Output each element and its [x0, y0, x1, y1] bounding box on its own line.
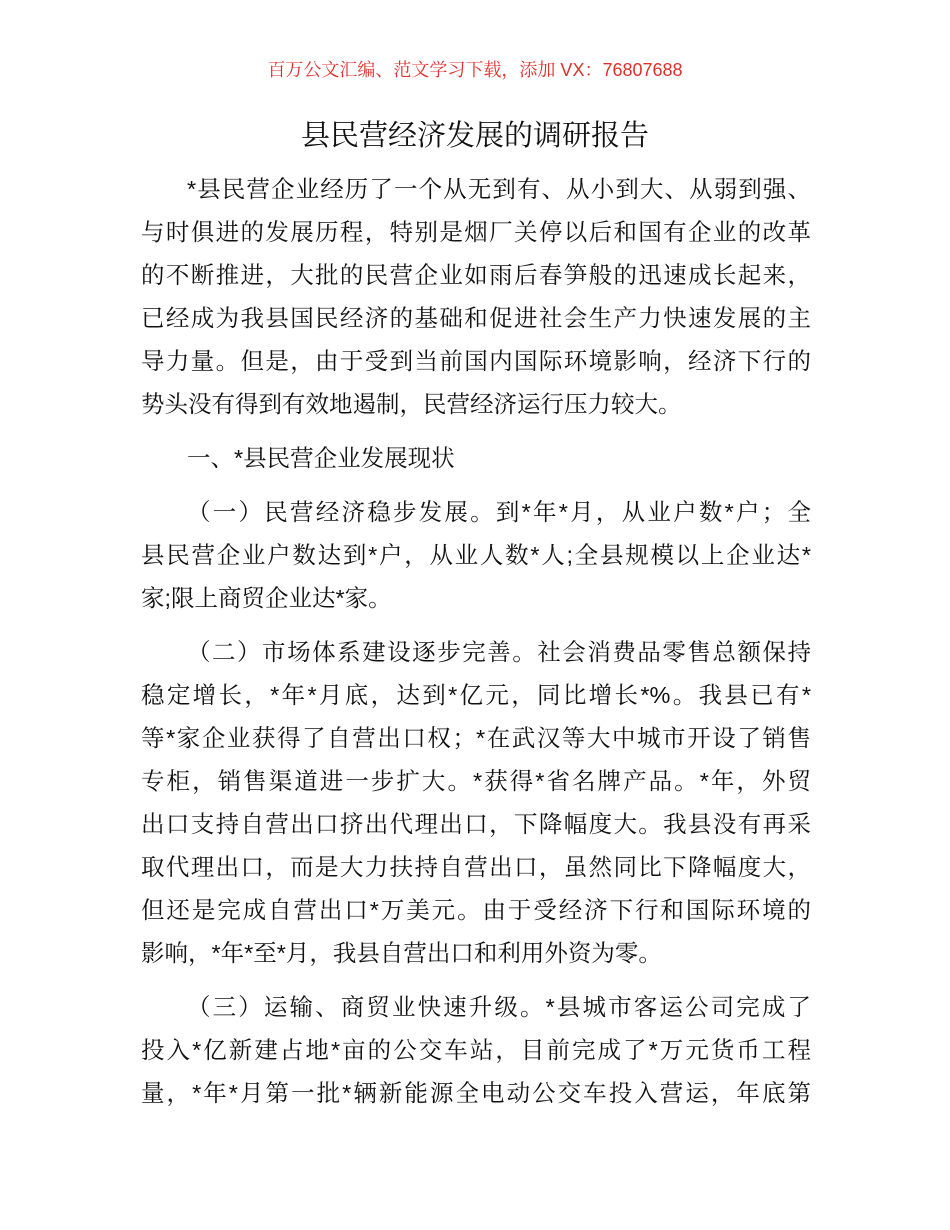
text-line: 量，*年*月第一批*辆新能源全电动公交车投入营运，年底第	[141, 1080, 811, 1106]
document-title: 县民营经济发展的调研报告	[300, 120, 649, 152]
paragraph-1	[141, 491, 811, 620]
text-line: 已经成为我县国民经济的基础和促进社会生产力快速发展的主	[141, 305, 811, 331]
text-line: *县民营企业经历了一个从无到有、从小到大、从弱到强、	[187, 176, 811, 202]
text-line: （三）运输、商贸业快速升级。*县城市客运公司完成了	[187, 994, 811, 1020]
text-line: 家;限上商贸企业达*家。	[141, 585, 392, 611]
text-line: 投入*亿新建占地*亩的公交车站，目前完成了*万元货币工程	[141, 1037, 811, 1063]
text-line: 县民营企业户数达到*户，从业人数*人;全县规模以上企业达*	[141, 542, 811, 568]
paragraph-3	[141, 986, 811, 1115]
text-line: 专柜，销售渠道进一步扩大。*获得*省名牌产品。*年，外贸	[141, 768, 811, 794]
text-line: 影响，*年*至*月，我县自营出口和利用外资为零。	[141, 940, 662, 966]
text-line: 导力量。但是，由于受到当前国内国际环境影响，经济下行的	[141, 348, 811, 374]
text-line: （二）市场体系建设逐步完善。社会消费品零售总额保持	[187, 639, 811, 665]
text-line: 但还是完成自营出口*万美元。由于受经济下行和国际环境的	[141, 897, 811, 923]
paragraph-2	[141, 631, 811, 975]
text-line: 出口支持自营出口挤出代理出口，下降幅度大。我县没有再采	[141, 811, 811, 837]
text-line: 稳定增长，*年*月底，达到*亿元，同比增长*%。我县已有*	[141, 682, 811, 708]
text-line: 势头没有得到有效地遏制，民营经济运行压力较大。	[141, 391, 682, 417]
watermark-header: 百万公文汇编、范文学习下载，添加 VX：76807688	[267, 60, 683, 80]
text-line: （一）民营经济稳步发展。到*年*月，从业户数*户；全	[187, 499, 811, 525]
document-body	[141, 168, 811, 1126]
text-line: 与时俱进的发展历程，特别是烟厂关停以后和国有企业的改革	[141, 219, 811, 245]
text-line: 等*家企业获得了自营出口权；*在武汉等大中城市开设了销售	[141, 725, 811, 751]
section-heading	[141, 437, 811, 480]
paragraph-intro	[141, 168, 811, 426]
heading-line: 一、*县民营企业发展现状	[187, 445, 455, 471]
text-line: 的不断推进，大批的民营企业如雨后春笋般的迅速成长起来，	[141, 262, 811, 288]
text-line: 取代理出口，而是大力扶持自营出口，虽然同比下降幅度大，	[141, 854, 811, 880]
